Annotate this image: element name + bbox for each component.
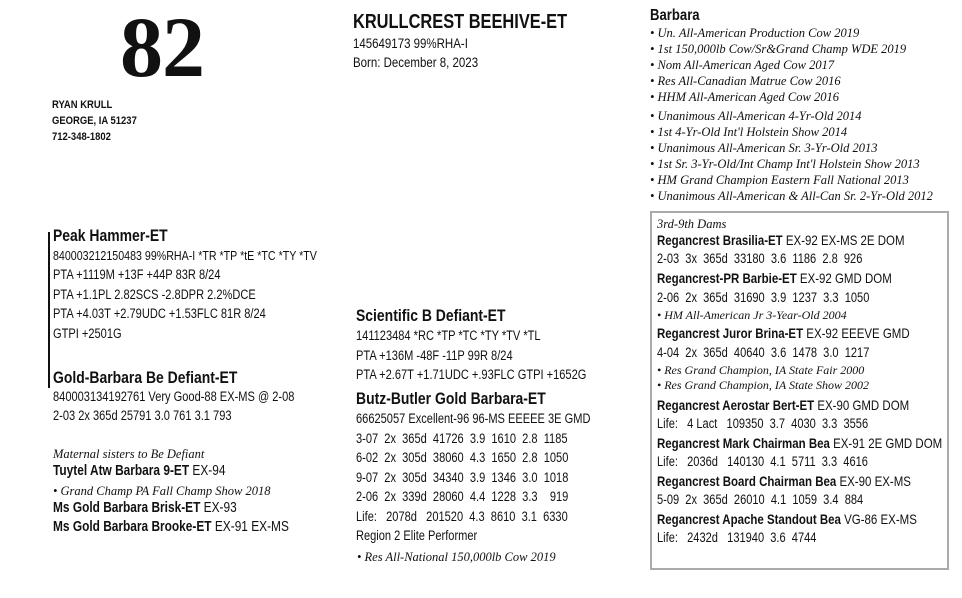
dam-7-record: Life: 2036d 140130 4.1 5711 3.3 4616	[657, 454, 868, 469]
dam-5-score: EX-92 EEEVE GMD	[803, 325, 910, 341]
dam-8-name-row	[657, 473, 942, 490]
granddam-note: • Res All-National 150,000lb Cow 2019	[357, 549, 556, 565]
dam-6-record: Life: 4 Lact 109350 3.7 4030 3.3 3556	[657, 416, 869, 431]
dam-9-score: VG-86 EX-MS	[840, 511, 917, 527]
ancestral-dams	[657, 216, 962, 548]
dam-4-score: EX-92 GMD DOM	[796, 270, 892, 286]
dam-name: Gold-Barbara Be Defiant-ET	[53, 368, 238, 387]
dam-achievements	[650, 6, 933, 204]
sire-line: 840003212150483 99%RHA-I *TR *TP *tE *TC *TY *TV	[53, 248, 317, 263]
sister-entry	[53, 462, 289, 481]
dam-3-name-row	[657, 232, 942, 249]
sister-name: Tuytel Atw Barbara 9-ET	[53, 463, 190, 479]
sire-line: PTA +4.03T +2.79UDC +1.53FLC 81R 8/24	[53, 306, 266, 321]
dam-5-name-row	[657, 325, 942, 342]
maternal-grandsire-name: Scientific B Defiant-ET	[356, 306, 506, 325]
dam-9-name: Regancrest Apache Standout Bea	[657, 511, 841, 527]
animal-birth-date: Born: December 8, 2023	[353, 54, 479, 70]
dam-4-record: 2-06 2x 365d 31690 3.9 1237 3.3 1050	[657, 290, 870, 305]
sire-line: PTA +1.1PL 2.82SCS -2.8DPR 2.2%DCE	[53, 286, 256, 302]
achievement-item: • Nom All-American Aged Cow 2017	[650, 57, 933, 73]
pedigree-bracket	[48, 232, 50, 388]
lot-number: 82	[120, 0, 204, 95]
granddam-line: 6-02 2x 305d 38060 4.3 1650 2.8 1050	[356, 450, 569, 465]
granddam-line: 66625057 Excellent-96 96-MS EEEEE 3E GMD	[356, 411, 591, 426]
dam-3-record: 2-03 3x 365d 33180 3.6 1186 2.8 926	[657, 251, 863, 266]
granddam-name: Butz-Butler Gold Barbara-ET	[356, 389, 546, 408]
dam-9-name-row	[657, 511, 942, 528]
maternal-grandsire-line: PTA +136M -48F -11P 99R 8/24	[356, 347, 513, 363]
dam-4-name: Regancrest-PR Barbie-ET	[657, 270, 797, 286]
sister-note: • Grand Champ PA Fall Champ Show 2018	[53, 483, 341, 499]
achievement-item: • Unanimous All-American 4-Yr-Old 2014	[650, 108, 933, 124]
achievement-item: • 1st 4-Yr-Old Int'l Holstein Show 2014	[650, 124, 933, 140]
dam-block	[53, 368, 294, 425]
achievement-item: • Unanimous All-American Sr. 3-Yr-Old 2013	[650, 140, 933, 156]
achievement-item: • 1st 150,000lb Cow/Sr&Grand Champ WDE 2019	[650, 41, 933, 57]
granddam-line: 3-07 2x 365d 41726 3.9 1610 2.8 1185	[356, 430, 568, 446]
achievement-item: • 1st Sr. 3-Yr-Old/Int Champ Int'l Holstein Show 2013	[650, 156, 933, 172]
animal-registration: 145649173 99%RHA-I	[353, 35, 468, 51]
sister-name: Ms Gold Barbara Brisk-ET	[53, 500, 201, 516]
consignor-name: RYAN KRULL	[52, 99, 113, 111]
dam-8-name: Regancrest Board Chairman Bea	[657, 473, 837, 489]
consignor-block	[52, 97, 137, 145]
sister-score: EX-93	[200, 500, 237, 516]
dam-line: 840003134192761 Very Good-88 EX-MS @ 2-08	[53, 389, 295, 404]
sister-entry	[53, 518, 289, 537]
dam-5-record: 4-04 2x 365d 40640 3.6 1478 3.0 1217	[657, 345, 870, 360]
sister-entry	[53, 499, 289, 518]
granddam-line: 2-06 2x 339d 28060 4.4 1228 3.3 919	[356, 489, 569, 504]
animal-name: KRULLCREST BEEHIVE-ET	[353, 11, 568, 33]
dam-3-score: EX-92 EX-MS 2E DOM	[782, 232, 905, 248]
consignor-phone: 712-348-1802	[52, 131, 111, 143]
achievement-item: • Unanimous All-American & All-Can Sr. 2-Yr-Old 2012	[650, 188, 933, 204]
dam-5-note: • Res Grand Champion, IA State Show 2002	[657, 378, 962, 393]
sisters-title: Maternal sisters to Be Defiant	[53, 447, 205, 461]
sire-name: Peak Hammer-ET	[53, 226, 168, 245]
dam-4-name-row	[657, 270, 942, 287]
achievement-item: • HHM All-American Aged Cow 2016	[650, 89, 933, 105]
granddam-line: 9-07 2x 305d 34340 3.9 1346 3.0 1018	[356, 469, 569, 485]
achievement-item: • Un. All-American Production Cow 2019	[650, 25, 933, 41]
granddam-line: Life: 2078d 201520 4.3 8610 3.1 6330	[356, 508, 568, 524]
achievements-title: Barbara	[650, 7, 700, 24]
dam-line: 2-03 2x 365d 25791 3.0 761 3.1 793	[53, 407, 232, 423]
dam-8-record: 5-09 2x 365d 26010 4.1 1059 3.4 884	[657, 492, 864, 507]
dam-6-score: EX-90 GMD DOM	[814, 397, 910, 413]
sister-score: EX-91 EX-MS	[211, 519, 289, 535]
dam-6-name: Regancrest Aerostar Bert-ET	[657, 397, 815, 413]
maternal-grandsire-line: 141123484 *RC *TP *TC *TY *TV *TL	[356, 328, 541, 343]
dam-9-record: Life: 2432d 131940 3.6 4744	[657, 530, 817, 545]
dam-8-score: EX-90 EX-MS	[836, 473, 911, 489]
granddam-line: Region 2 Elite Performer	[356, 528, 478, 543]
dam-6-name-row	[657, 397, 942, 414]
achievement-item: • HM Grand Champion Eastern Fall National 2013	[650, 172, 933, 188]
consignor-city: GEORGE, IA 51237	[52, 115, 137, 127]
maternal-sisters	[53, 446, 341, 537]
sire-line: PTA +1119M +13F +44P 83R 8/24	[53, 267, 221, 282]
dam-7-score: EX-91 2E GMD DOM	[829, 435, 943, 451]
sister-name: Ms Gold Barbara Brooke-ET	[53, 519, 212, 535]
granddam-block	[356, 389, 590, 546]
achievement-item: • Res All-Canadian Matrue Cow 2016	[650, 73, 933, 89]
dam-3-name: Regancrest Brasilia-ET	[657, 232, 783, 248]
dam-5-note: • Res Grand Champion, IA State Fair 2000	[657, 363, 962, 378]
ancestral-dams-title: 3rd-9th Dams	[657, 217, 727, 231]
maternal-grandsire-block	[356, 306, 586, 385]
sister-score: EX-94	[189, 463, 226, 479]
dam-7-name: Regancrest Mark Chairman Bea	[657, 435, 830, 451]
dam-4-note: • HM All-American Jr 3-Year-Old 2004	[657, 308, 962, 323]
animal-header	[353, 10, 567, 72]
sire-block	[53, 226, 317, 343]
dam-5-name: Regancrest Juror Brina-ET	[657, 325, 804, 341]
dam-7-name-row	[657, 435, 942, 452]
maternal-grandsire-line: PTA +2.67T +1.71UDC +.93FLC GTPI +1652G	[356, 367, 587, 382]
sire-line: GTPI +2501G	[53, 325, 122, 341]
